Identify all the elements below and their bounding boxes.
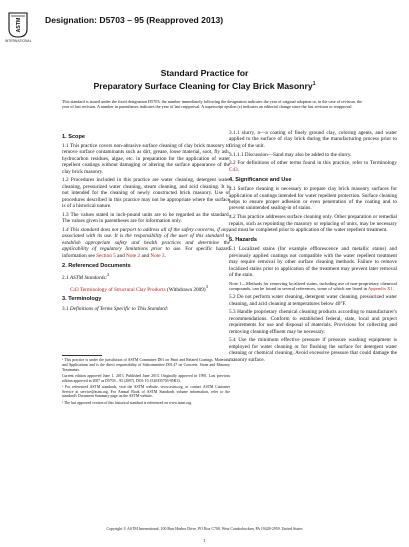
title-line-1: Standard Practice for xyxy=(160,68,249,78)
astm-logo xyxy=(8,12,28,38)
para-5-2: 5.2 Do not perform water cleaning, detergent water cleaning, pressurized water cleaning, and acid cleaning at temperatures below 40°F. xyxy=(229,294,397,307)
reference-c43 xyxy=(70,284,230,293)
footnotes xyxy=(62,358,230,405)
section-1-heading: 1. Scope xyxy=(62,133,86,140)
note-2-link[interactable]: Note 2 xyxy=(126,252,141,259)
para-4-2: 4.2 This practice addresses surface cleaning only. Other preparation or remedial repairs, such as repointing the masonry or replacing of units, may be necessary and must be completed prior to application of the water repellent treatment. xyxy=(229,214,397,233)
c43-link[interactable]: C43 xyxy=(70,286,79,293)
para-3-1 xyxy=(62,306,230,312)
and-text-2: and xyxy=(140,252,151,259)
para-1-4 xyxy=(62,227,230,259)
para-3-2 xyxy=(229,160,397,173)
period-2: . xyxy=(237,166,240,173)
para-1-4-italic: 1.4 This standard does not purport to address all of the safety concerns, if any, associated with its use. It is the responsibility of the user of this standard to establish appropriate safety and health practices and determine the applicability of regulatory limitations prior to use. xyxy=(62,226,230,253)
period: . xyxy=(164,252,166,259)
para-5-1: 5.1 Localized stains (for example efflorescence and metallic stains) and previously applied coatings not compatible with the water repellent treatment may require removal by other surface cleaning methods. Failure to remove localized stains prior to application of the treatment may prevent later removal of the stain. xyxy=(229,246,397,279)
title-line-2 xyxy=(0,79,409,92)
note-3-link[interactable]: Note 3 xyxy=(150,252,165,259)
right-column xyxy=(229,130,397,365)
footnote-2: ² For referenced ASTM standards, visit the ASTM website, www.astm.org, or contact ASTM Customer Service at service@astm.org. For Annual Book of ASTM Standards volume information, refer to the standard's Document Summary page on the ASTM website. xyxy=(62,385,230,399)
document-title xyxy=(0,68,409,92)
para-2-1-italic: ASTM Standards: xyxy=(69,274,108,281)
copyright-footer: Copyright © ASTM International, 100 Barr Harbor Drive, PO Box C700, West Conshohocken, PA 19428-2959. United States xyxy=(106,527,303,531)
appendix-x1-link[interactable]: Appendix X1 xyxy=(367,286,393,292)
footnote-mark-3: 3 xyxy=(205,283,208,289)
para-2-1-num: 2.1 xyxy=(62,274,70,281)
logo-subtitle: INTERNATIONAL xyxy=(5,39,32,43)
para-3-1-num: 3.1 xyxy=(62,305,70,312)
para-3-1-1: 3.1.1 slurry, n—a coating of finely ground clay, coloring agents, and water applied to the surface of clay brick during the manufacturing process prior to firing of the unit. xyxy=(229,130,397,149)
note-1 xyxy=(229,281,397,292)
footnote-1-edition: Current edition approved June 1, 2013. Published June 2013. Originally approved in 1995. Last previous edition approved in 2007 as D5703 – 95 (2007). DOI: 10.1520/D5703-95R13. xyxy=(62,374,230,383)
designation: Designation: D5703 – 95 (Reapproved 2013) xyxy=(45,15,224,25)
para-3-2-text: 3.2 For definitions of other terms found in this practice, refer to Terminology xyxy=(229,160,397,167)
footnote-mark-2: 2 xyxy=(107,272,110,278)
c43-term-link[interactable]: C43 xyxy=(229,166,238,173)
para-5-3: 5.3 Handle proprietary chemical cleaning products according to manufacturer's recommendations. Conform to established federal, state, local and project requirements for use and disposal of materials. Provisions for collecting and removing cleaning effluent may be necessary. xyxy=(229,309,397,335)
and-text: and xyxy=(115,252,127,259)
withdrawn-note: (Withdrawn 2009) xyxy=(165,286,206,293)
para-4-1: 4.1 Surface cleaning is necessary to prepare clay brick masonry surfaces for application of coatings intended for water repellent protection. Surface cleaning helps to ensure proper adhesion or even penetration of the coating and to prevent unintended sealing-in of stains. xyxy=(229,186,397,212)
section-5-heading: 5. Hazards xyxy=(229,236,257,243)
para-3-1-italic: Definitions of Terms Specific to This Standard: xyxy=(69,305,169,312)
page-number: 1 xyxy=(203,538,206,543)
para-1-3: 1.3 The values stated in inch-pound units are to be regarded as the standard. The values given in parentheses are for information only. xyxy=(62,211,230,225)
section-5-link[interactable]: Section 5 xyxy=(96,252,116,259)
section-4-heading: 4. Significance and Use xyxy=(229,176,292,183)
para-1-2: 1.2 Procedures included in this practice are water cleaning, detergent water cleaning, pressurized water cleaning, steam cleaning, and acid cleaning. It is not intended for the cleaning of newly constructed brick masonry. Use of procedures described in this practice may not be appropriate where the surface is of a historical nature. xyxy=(62,177,230,210)
footnote-1: ¹ This practice is under the jurisdiction of ASTM Committee D01 on Paint and Related Coatings, Materials, and Applications and is the direct responsibility of Subcommittee D01.47 on Concrete, Stone and Masonry Treatments. xyxy=(62,358,230,372)
para-2-1 xyxy=(62,272,230,281)
issue-note: This standard is issued under the fixed designation D5703; the number immediately following the designation indicates the year of original adoption or, in the case of revision, the year of last revision. A number in parentheses indicates the year of last reapproval. A superscript epsilon (ε) indicates an editorial change since the last revision or reapproval. xyxy=(62,99,362,110)
left-column xyxy=(62,130,230,407)
svg-text:ASTM: ASTM xyxy=(16,17,22,33)
period-3: . xyxy=(392,286,394,292)
footnote-3: ³ The last approved version of this historical standard is referenced on www.astm.org. xyxy=(62,400,192,405)
section-3-heading: 3. Terminology xyxy=(62,296,102,303)
section-2-heading: 2. Referenced Documents xyxy=(62,262,131,269)
para-1-1: 1.1 This practice covers non-abrasive surface cleaning of clay brick masonry to remove surface contaminants such as dirt, grease, loose material, soot, fly ash, hydrocarbon residues, algae, etc. in preparation for the application of water repellent coatings without damaging or altering the surface appearance of the clay brick masonry. xyxy=(62,142,230,175)
para-5-4: 5.4 Use the minimum effective pressure if pressure washing equipment is employed for water cleaning or for flushing the surface for detergent water cleaning or chemical cleaning. Avoid excessive pressure that could damage the masonry surface. xyxy=(229,337,397,363)
note-1-text: Note 1—Methods for removing localized stains, including use of non-proprietary chemical compounds, can be found in several references, some of which are listed in xyxy=(229,280,397,292)
c43-title[interactable]: Terminology of Structural Clay Products xyxy=(78,286,166,293)
title-main: Preparatory Surface Cleaning for Clay Brick Masonry xyxy=(93,81,313,91)
title-footnote-mark: 1 xyxy=(312,81,316,87)
footnote-divider xyxy=(62,355,102,356)
para-1-4-tail: For specific hazard information see xyxy=(62,246,230,259)
para-3-1-1-1: 3.1.1.1 Discussion—Sand may also be added to the slurry. xyxy=(229,151,352,158)
